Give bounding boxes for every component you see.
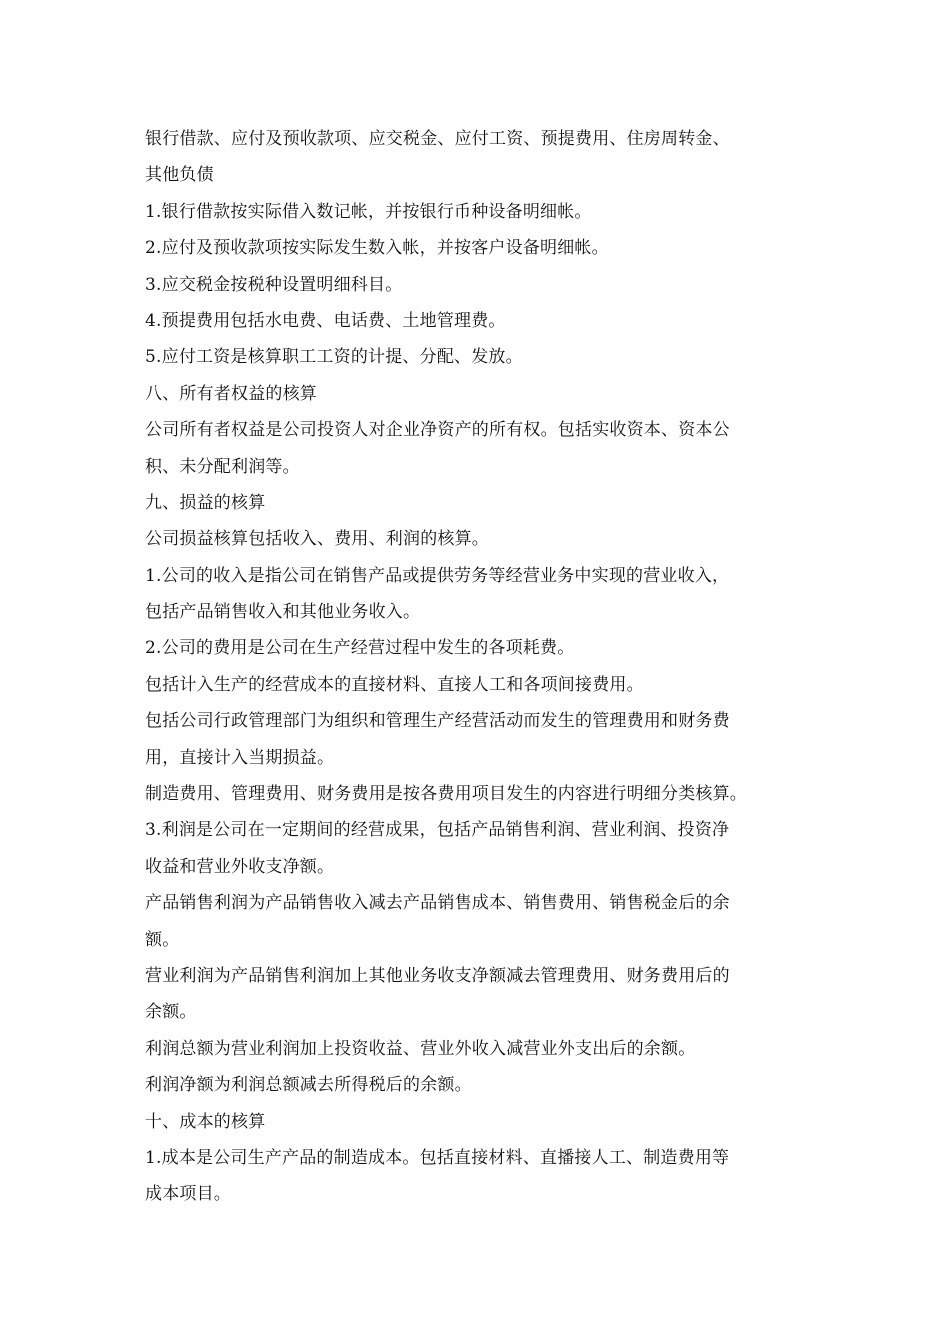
text-line: 产品销售利润为产品销售收入减去产品销售成本、销售费用、销售税金后的余 [145,893,730,914]
text-line: 余额。 [145,1002,197,1023]
text-line: 3.利润是公司在一定期间的经营成果，包括产品销售利润、营业利润、投资净 [145,820,730,841]
text-line: 收益和营业外收支净额。 [145,856,335,877]
text-line: 4.预提费用包括水电费、电话费、土地管理费。 [145,310,506,331]
text-line: 1.成本是公司生产产品的制造成本。包括直接材料、直播接人工、制造费用等 [145,1147,730,1168]
text-line: 包括产品销售收入和其他业务收入。 [145,602,421,623]
section-heading: 九、损益的核算 [145,492,266,513]
text-line: 包括公司行政管理部门为组织和管理生产经营活动而发生的管理费用和财务费 [145,711,730,732]
text-line: 1.公司的收入是指公司在销售产品或提供劳务等经营业务中实现的营业收入， [145,565,730,586]
text-line: 积、未分配利润等。 [145,456,300,477]
text-line: 包括计入生产的经营成本的直接材料、直接人工和各项间接费用。 [145,674,644,695]
document-body [145,121,810,1213]
text-line: 3.应交税金按税种设置明细科目。 [145,274,403,295]
text-line: 制造费用、管理费用、财务费用是按各费用项目发生的内容进行明细分类核算。 [145,784,747,805]
text-line: 成本项目。 [145,1184,231,1205]
text-line: 公司损益核算包括收入、费用、利润的核算。 [145,529,489,550]
text-line: 5.应付工资是核算职工工资的计提、分配、发放。 [145,347,523,368]
text-line: 1.银行借款按实际借入数记帐，并按银行币种设备明细帐。 [145,201,592,222]
text-line: 利润总额为营业利润加上投资收益、营业外收入减营业外支出后的余额。 [145,1038,696,1059]
text-line: 利润净额为利润总额减去所得税后的余额。 [145,1075,472,1096]
text-line: 2.公司的费用是公司在生产经营过程中发生的各项耗费。 [145,638,575,659]
text-line: 其他负债 [145,165,214,186]
section-heading: 十、成本的核算 [145,1111,266,1132]
text-line: 银行借款、应付及预收款项、应交税金、应付工资、预提费用、住房周转金、 [145,129,730,149]
text-line: 用，直接计入当期损益。 [145,747,335,768]
text-line: 2.应付及预收款项按实际发生数入帐，并按客户设备明细帐。 [145,238,609,259]
text-line: 额。 [145,929,180,950]
text-line: 营业利润为产品销售利润加上其他业务收支净额减去管理费用、财务费用后的 [145,965,730,986]
text-line: 公司所有者权益是公司投资人对企业净资产的所有权。包括实收资本、资本公 [145,420,730,441]
section-heading: 八、所有者权益的核算 [145,383,317,404]
